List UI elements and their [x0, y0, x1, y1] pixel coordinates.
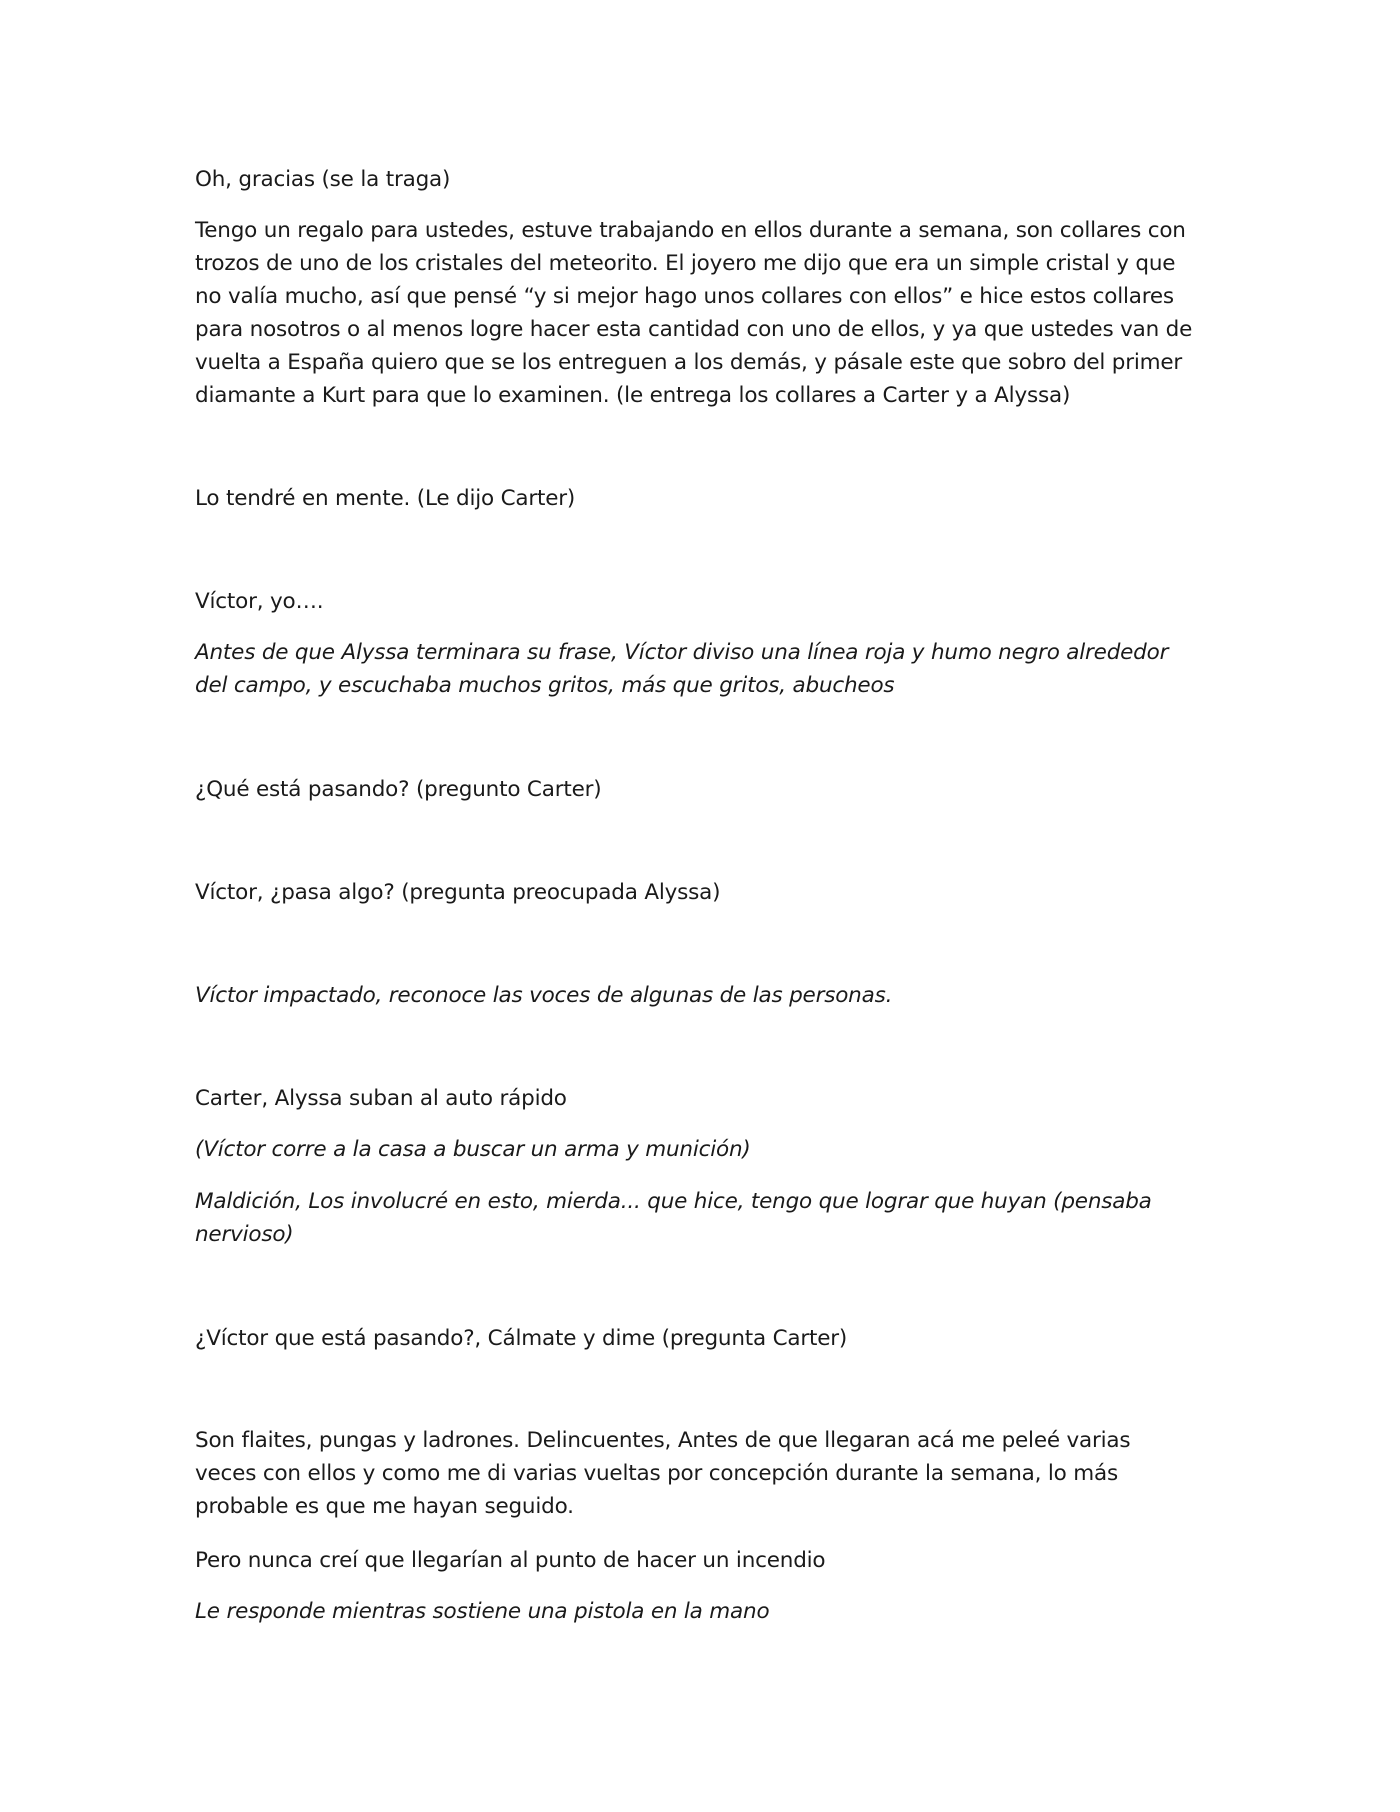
paragraph-14: Pero nunca creí que llegarían al punto de hacer un incendio: [195, 1548, 826, 1573]
paragraph-3: Lo tendré en mente. (Le dijo Carter): [195, 486, 576, 511]
paragraph-15: Le responde mientras sostiene una pistola en la mano: [195, 1599, 770, 1624]
paragraph-8: Víctor impactado, reconoce las voces de algunas de las personas.: [195, 983, 893, 1008]
paragraph-9: Carter, Alyssa suban al auto rápido: [195, 1086, 567, 1111]
paragraph-1: Oh, gracias (se la traga): [195, 167, 451, 192]
paragraph-7: Víctor, ¿pasa algo? (pregunta preocupada Alyssa): [195, 880, 721, 905]
paragraph-4: Víctor, yo….: [195, 589, 324, 614]
paragraph-10: (Víctor corre a la casa a buscar un arma y munición): [195, 1137, 751, 1162]
paragraph-6: ¿Qué está pasando? (pregunto Carter): [195, 777, 602, 802]
paragraph-5: Antes de que Alyssa terminara su frase, Víctor diviso una línea roja y humo negro alrededor del campo, y escuchaba muchos gritos, más que gritos, abucheos: [195, 640, 1169, 698]
paragraph-13: Son flaites, pungas y ladrones. Delincuentes, Antes de que llegaran acá me peleé varias veces con ellos y como me di varias vueltas por concepción durante la semana, lo más probable es que me hayan seguido.: [195, 1428, 1131, 1519]
paragraph-2: Tengo un regalo para ustedes, estuve trabajando en ellos durante a semana, son collares con trozos de uno de los cristales del meteorito. El joyero me dijo que era un simple cristal y que no valía mucho, así que pensé “y si mejor hago unos collares con ellos” e hice estos collares para nosotros o al menos logre hacer esta cantidad con uno de ellos, y ya que ustedes van de vuelta a España quiero que se los entreguen a los demás, y pásale este que sobro del primer diamante a Kurt para que lo examinen. (le entrega los collares a Carter y a Alyssa): [195, 218, 1193, 408]
paragraph-11: Maldición, Los involucré en esto, mierda... que hice, tengo que lograr que huyan (pensaba nervioso): [195, 1189, 1152, 1247]
paragraph-12: ¿Víctor que está pasando?, Cálmate y dime (pregunta Carter): [195, 1326, 848, 1351]
